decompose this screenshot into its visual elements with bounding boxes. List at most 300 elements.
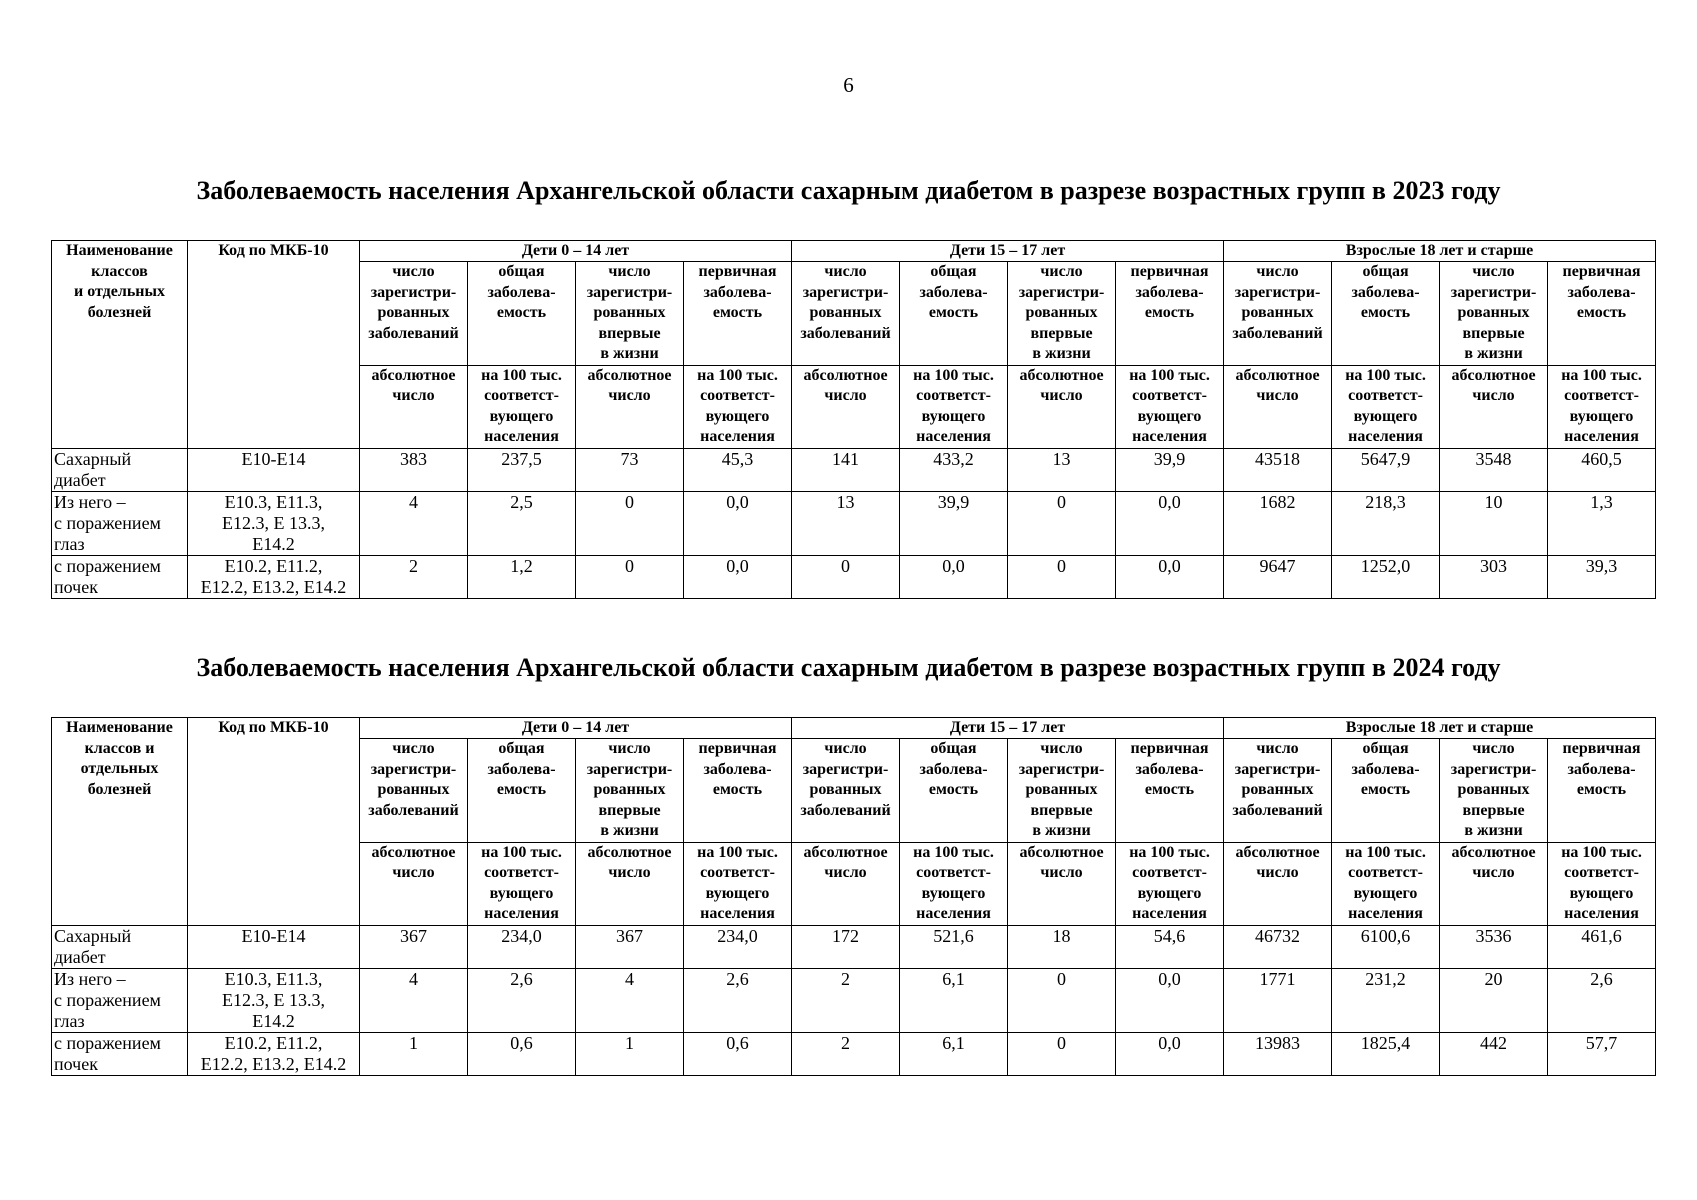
header-disease-name	[52, 241, 188, 449]
value-cell: 0,6	[468, 1032, 576, 1075]
value-cell: 5647,9	[1332, 448, 1440, 491]
value-cell: 57,7	[1548, 1032, 1656, 1075]
value-cell: 6,1	[900, 968, 1008, 1032]
text-line: зарегистри-	[1450, 283, 1537, 301]
value-cell: 0,0	[684, 555, 792, 598]
text-line: E10.3, E11.3,	[224, 968, 323, 989]
text-line: E12.3, E 13.3,	[222, 989, 325, 1010]
value-cell: 0	[1008, 491, 1116, 555]
icd-code-cell	[188, 491, 360, 555]
text-line: число	[1256, 740, 1299, 757]
header-metric	[360, 262, 468, 366]
value-cell: 2	[792, 968, 900, 1032]
text-line: заболеваний	[800, 324, 891, 342]
header-unit	[900, 365, 1008, 448]
text-line: общая	[930, 740, 977, 757]
text-line: рованных	[1025, 781, 1098, 798]
disease-name-cell	[52, 448, 188, 491]
header-unit	[792, 365, 900, 448]
header-unit	[360, 842, 468, 925]
text-line: населения	[1564, 905, 1639, 922]
text-line: почек	[54, 1053, 98, 1074]
text-line: емость	[496, 304, 547, 321]
text-line: E12.2, E13.2, E14.2	[200, 576, 347, 597]
header-metric	[1224, 262, 1332, 366]
text-line: впервые	[1462, 801, 1525, 819]
value-cell: 1771	[1224, 968, 1332, 1032]
header-metric	[576, 739, 684, 843]
text-line: на 100 тыс.	[481, 366, 562, 384]
value-cell: 303	[1440, 555, 1548, 598]
table-row	[52, 448, 1656, 491]
disease-name-cell	[52, 1032, 188, 1075]
header-unit	[900, 842, 1008, 925]
text-line: рованных	[1457, 781, 1530, 798]
header-metric	[468, 262, 576, 366]
text-line: емость	[496, 781, 547, 798]
text-line: E14.2	[252, 1010, 295, 1031]
text-line: зарегистри-	[1234, 283, 1321, 301]
text-line: абсолютное	[803, 366, 888, 384]
text-line: емость	[1144, 304, 1195, 321]
value-cell: 43518	[1224, 448, 1332, 491]
header-unit	[1116, 842, 1224, 925]
text-line: абсолютное	[803, 843, 888, 861]
header-unit	[1224, 842, 1332, 925]
value-cell: 0,0	[1116, 1032, 1224, 1075]
text-line: зарегистри-	[1450, 760, 1537, 778]
value-cell: 2	[792, 1032, 900, 1075]
text-line: рованных	[377, 781, 450, 798]
text-line: абсолютное	[1235, 843, 1320, 861]
header-metric	[900, 262, 1008, 366]
header-age-group: Дети 15 – 17 лет	[792, 718, 1224, 739]
header-metric	[360, 739, 468, 843]
value-cell: 460,5	[1548, 448, 1656, 491]
value-cell: 234,0	[468, 925, 576, 968]
disease-name-cell	[52, 491, 188, 555]
text-line: Из него –	[54, 491, 126, 512]
text-line: число	[608, 864, 651, 881]
text-line: число	[824, 387, 867, 404]
text-line: населения	[700, 428, 775, 445]
value-cell: 1252,0	[1332, 555, 1440, 598]
text-line: число	[392, 263, 435, 280]
text-line: заболева-	[1135, 760, 1204, 778]
header-unit	[1008, 365, 1116, 448]
value-cell: 13	[1008, 448, 1116, 491]
text-line: на 100 тыс.	[1129, 366, 1210, 384]
value-cell: 4	[360, 491, 468, 555]
text-line: рованных	[593, 304, 666, 321]
text-line: общая	[1362, 740, 1409, 757]
text-line: число	[608, 263, 651, 280]
header-age-group: Дети 0 – 14 лет	[360, 718, 792, 739]
value-cell: 4	[576, 968, 684, 1032]
value-cell: 2	[360, 555, 468, 598]
text-line: населения	[1132, 428, 1207, 445]
text-line: первичная	[1130, 740, 1209, 757]
text-line: рованных	[809, 304, 882, 321]
value-cell: 4	[360, 968, 468, 1032]
text-line: и отдельных	[74, 283, 165, 300]
header-disease-name	[52, 718, 188, 926]
text-line: населения	[1564, 428, 1639, 445]
text-line: число	[1472, 387, 1515, 404]
text-line: емость	[928, 781, 979, 798]
value-cell: 3548	[1440, 448, 1548, 491]
text-line: населения	[1348, 428, 1423, 445]
text-line: соответст-	[700, 864, 775, 881]
text-line: Сахарный	[54, 925, 132, 946]
value-cell: 237,5	[468, 448, 576, 491]
text-line: диабет	[54, 469, 106, 490]
text-line: вующего	[705, 407, 770, 425]
text-line: соответст-	[916, 387, 991, 404]
text-line: E10.2, E11.2,	[224, 1032, 323, 1053]
text-line: E12.3, E 13.3,	[222, 512, 325, 533]
text-line: рованных	[1241, 781, 1314, 798]
text-line: зарегистри-	[586, 283, 673, 301]
text-line: населения	[484, 905, 559, 922]
header-unit	[1548, 842, 1656, 925]
value-cell: 172	[792, 925, 900, 968]
text-line: заболеваний	[1232, 324, 1323, 342]
text-line: число	[1040, 864, 1083, 881]
text-line: емость	[1576, 304, 1627, 321]
text-line: число	[1256, 263, 1299, 280]
text-line: зарегистри-	[802, 760, 889, 778]
text-line: зарегистри-	[370, 283, 457, 301]
text-line: глаз	[54, 1010, 85, 1031]
value-cell: 1	[576, 1032, 684, 1075]
text-line: абсолютное	[1451, 843, 1536, 861]
text-line: E14.2	[252, 533, 295, 554]
value-cell: 1825,4	[1332, 1032, 1440, 1075]
text-line: на 100 тыс.	[1561, 366, 1642, 384]
value-cell: 0	[1008, 968, 1116, 1032]
value-cell: 234,0	[684, 925, 792, 968]
text-line: число	[1040, 387, 1083, 404]
text-line: рованных	[1025, 304, 1098, 321]
value-cell: 461,6	[1548, 925, 1656, 968]
text-line: впервые	[598, 801, 661, 819]
text-line: в жизни	[600, 345, 659, 362]
header-unit	[1440, 842, 1548, 925]
header-metric	[1332, 739, 1440, 843]
text-line: с поражением	[54, 555, 161, 576]
header-metric	[792, 262, 900, 366]
text-line: на 100 тыс.	[913, 366, 994, 384]
text-line: первичная	[1562, 740, 1641, 757]
text-line: зарегистри-	[802, 283, 889, 301]
value-cell: 442	[1440, 1032, 1548, 1075]
text-line: на 100 тыс.	[1129, 843, 1210, 861]
header-unit	[1440, 365, 1548, 448]
text-line: E10.2, E11.2,	[224, 555, 323, 576]
text-line: на 100 тыс.	[1345, 843, 1426, 861]
text-line: рованных	[1457, 304, 1530, 321]
text-line: вующего	[1353, 884, 1418, 902]
header-metric	[1440, 262, 1548, 366]
text-line: рованных	[593, 781, 666, 798]
text-line: зарегистри-	[370, 760, 457, 778]
value-cell: 39,9	[900, 491, 1008, 555]
header-metric	[1008, 262, 1116, 366]
header-unit	[576, 365, 684, 448]
header-icd-code: Код по МКБ-10	[188, 718, 360, 926]
text-line: число	[1472, 740, 1515, 757]
text-line: число	[1256, 387, 1299, 404]
header-unit	[576, 842, 684, 925]
value-cell: 2,6	[468, 968, 576, 1032]
text-line: число	[1040, 263, 1083, 280]
text-line: заболева-	[1351, 283, 1420, 301]
morbidity-table-2024	[51, 717, 1656, 1076]
value-cell: 1	[360, 1032, 468, 1075]
value-cell: 433,2	[900, 448, 1008, 491]
text-line: соответст-	[1348, 864, 1423, 881]
text-line: зарегистри-	[1018, 283, 1105, 301]
text-line: число	[1256, 864, 1299, 881]
text-line: почек	[54, 576, 98, 597]
text-line: вующего	[921, 884, 986, 902]
header-metric	[1116, 739, 1224, 843]
text-line: емость	[712, 304, 763, 321]
value-cell: 9647	[1224, 555, 1332, 598]
header-age-group: Дети 15 – 17 лет	[792, 241, 1224, 262]
text-line: на 100 тыс.	[481, 843, 562, 861]
text-line: заболева-	[1567, 283, 1636, 301]
text-line: впервые	[598, 324, 661, 342]
text-line: емость	[1144, 781, 1195, 798]
header-metric	[1548, 262, 1656, 366]
text-line: в жизни	[1464, 345, 1523, 362]
text-line: впервые	[1462, 324, 1525, 342]
text-line: заболеваний	[368, 801, 459, 819]
text-line: число	[824, 864, 867, 881]
text-line: населения	[1132, 905, 1207, 922]
text-line: населения	[1348, 905, 1423, 922]
header-unit	[468, 842, 576, 925]
table-title-2023: Заболеваемость населения Архангельской области сахарным диабетом в разрезе возрастных групп в 2023 году	[196, 176, 1501, 205]
value-cell: 45,3	[684, 448, 792, 491]
value-cell: 0	[576, 491, 684, 555]
text-line: абсолютное	[1019, 843, 1104, 861]
value-cell: 0,0	[1116, 968, 1224, 1032]
text-line: соответст-	[1132, 864, 1207, 881]
text-line: общая	[1362, 263, 1409, 280]
text-line: заболеваний	[800, 801, 891, 819]
disease-name-cell	[52, 968, 188, 1032]
icd-code-cell	[188, 448, 360, 491]
value-cell: 521,6	[900, 925, 1008, 968]
text-line: вующего	[489, 407, 554, 425]
value-cell: 0	[1008, 555, 1116, 598]
value-cell: 1682	[1224, 491, 1332, 555]
text-line: число	[392, 387, 435, 404]
value-cell: 20	[1440, 968, 1548, 1032]
header-metric	[1548, 739, 1656, 843]
value-cell: 10	[1440, 491, 1548, 555]
value-cell: 73	[576, 448, 684, 491]
text-line: Наименование	[66, 242, 173, 259]
text-line: вующего	[1137, 884, 1202, 902]
header-metric	[468, 739, 576, 843]
text-line: заболева-	[919, 760, 988, 778]
text-line: населения	[700, 905, 775, 922]
text-line: число	[1472, 263, 1515, 280]
text-line: соответст-	[1564, 864, 1639, 881]
value-cell: 1,3	[1548, 491, 1656, 555]
text-line: впервые	[1030, 324, 1093, 342]
header-unit	[1332, 842, 1440, 925]
text-line: заболева-	[1351, 760, 1420, 778]
text-line: вующего	[921, 407, 986, 425]
text-line: соответст-	[1564, 387, 1639, 404]
table-row	[52, 555, 1656, 598]
icd-code-cell	[188, 968, 360, 1032]
header-metric	[684, 739, 792, 843]
text-line: заболева-	[919, 283, 988, 301]
icd-code-cell	[188, 1032, 360, 1075]
value-cell: 367	[576, 925, 684, 968]
header-metric	[1332, 262, 1440, 366]
text-line: рованных	[1241, 304, 1314, 321]
header-unit	[1008, 842, 1116, 925]
text-line: емость	[1360, 781, 1411, 798]
text-line: число	[1040, 740, 1083, 757]
text-line: вующего	[705, 884, 770, 902]
text-line: с поражением	[54, 512, 161, 533]
text-line: первичная	[1562, 263, 1641, 280]
header-metric	[1116, 262, 1224, 366]
text-line: общая	[930, 263, 977, 280]
value-cell: 383	[360, 448, 468, 491]
text-line: вующего	[1569, 407, 1634, 425]
text-line: абсолютное	[1451, 366, 1536, 384]
text-line: число	[392, 740, 435, 757]
text-line: соответст-	[1348, 387, 1423, 404]
text-line: заболева-	[1567, 760, 1636, 778]
header-unit	[360, 365, 468, 448]
table-row	[52, 1032, 1656, 1075]
text-line: рованных	[809, 781, 882, 798]
text-line: соответст-	[484, 387, 559, 404]
value-cell: 367	[360, 925, 468, 968]
page-number: 6	[843, 73, 854, 97]
table-title-2024: Заболеваемость населения Архангельской области сахарным диабетом в разрезе возрастных групп в 2024 году	[196, 653, 1501, 682]
text-line: заболеваний	[1232, 801, 1323, 819]
text-line: зарегистри-	[586, 760, 673, 778]
header-metric	[1440, 739, 1548, 843]
text-line: зарегистри-	[1234, 760, 1321, 778]
icd-code-cell	[188, 925, 360, 968]
text-line: E10-E14	[241, 925, 306, 946]
value-cell: 6,1	[900, 1032, 1008, 1075]
text-line: зарегистри-	[1018, 760, 1105, 778]
text-line: классов и	[84, 739, 155, 757]
value-cell: 13983	[1224, 1032, 1332, 1075]
text-line: вующего	[489, 884, 554, 902]
value-cell: 0,6	[684, 1032, 792, 1075]
text-line: емость	[712, 781, 763, 798]
header-unit	[684, 842, 792, 925]
text-line: в жизни	[1464, 822, 1523, 839]
value-cell: 1,2	[468, 555, 576, 598]
text-line: на 100 тыс.	[697, 366, 778, 384]
value-cell: 0,0	[684, 491, 792, 555]
text-line: населения	[916, 905, 991, 922]
value-cell: 54,6	[1116, 925, 1224, 968]
text-line: абсолютное	[371, 366, 456, 384]
value-cell: 0,0	[1116, 491, 1224, 555]
text-line: Из него –	[54, 968, 126, 989]
text-line: болезней	[87, 780, 152, 798]
header-unit	[1116, 365, 1224, 448]
text-line: глаз	[54, 533, 85, 554]
text-line: емость	[1360, 304, 1411, 321]
table-row	[52, 491, 1656, 555]
header-age-group: Взрослые 18 лет и старше	[1224, 241, 1656, 262]
text-line: классов	[91, 262, 148, 280]
morbidity-table-2023	[51, 240, 1656, 599]
text-line: соответст-	[1132, 387, 1207, 404]
text-line: абсолютное	[1019, 366, 1104, 384]
value-cell: 6100,6	[1332, 925, 1440, 968]
header-unit	[684, 365, 792, 448]
text-line: число	[608, 387, 651, 404]
header-unit	[1548, 365, 1656, 448]
text-line: абсолютное	[1235, 366, 1320, 384]
text-line: в жизни	[600, 822, 659, 839]
text-line: с поражением	[54, 989, 161, 1010]
text-line: первичная	[698, 740, 777, 757]
text-line: впервые	[1030, 801, 1093, 819]
header-metric	[576, 262, 684, 366]
text-line: емость	[928, 304, 979, 321]
value-cell: 141	[792, 448, 900, 491]
text-line: населения	[916, 428, 991, 445]
header-icd-code: Код по МКБ-10	[188, 241, 360, 449]
value-cell: 0,0	[900, 555, 1008, 598]
text-line: в жизни	[1032, 822, 1091, 839]
value-cell: 39,9	[1116, 448, 1224, 491]
value-cell: 0,0	[1116, 555, 1224, 598]
value-cell: 0	[1008, 1032, 1116, 1075]
value-cell: 0	[576, 555, 684, 598]
text-line: Сахарный	[54, 448, 132, 469]
text-line: рованных	[377, 304, 450, 321]
text-line: число	[824, 740, 867, 757]
header-age-group: Дети 0 – 14 лет	[360, 241, 792, 262]
text-line: на 100 тыс.	[913, 843, 994, 861]
disease-name-cell	[52, 555, 188, 598]
value-cell: 0	[792, 555, 900, 598]
text-line: отдельных	[80, 760, 159, 777]
text-line: вующего	[1569, 884, 1634, 902]
value-cell: 46732	[1224, 925, 1332, 968]
header-unit	[792, 842, 900, 925]
text-line: заболева-	[487, 760, 556, 778]
text-line: E10.3, E11.3,	[224, 491, 323, 512]
value-cell: 231,2	[1332, 968, 1440, 1032]
value-cell: 2,5	[468, 491, 576, 555]
header-unit	[468, 365, 576, 448]
text-line: в жизни	[1032, 345, 1091, 362]
text-line: вующего	[1353, 407, 1418, 425]
text-line: число	[608, 740, 651, 757]
